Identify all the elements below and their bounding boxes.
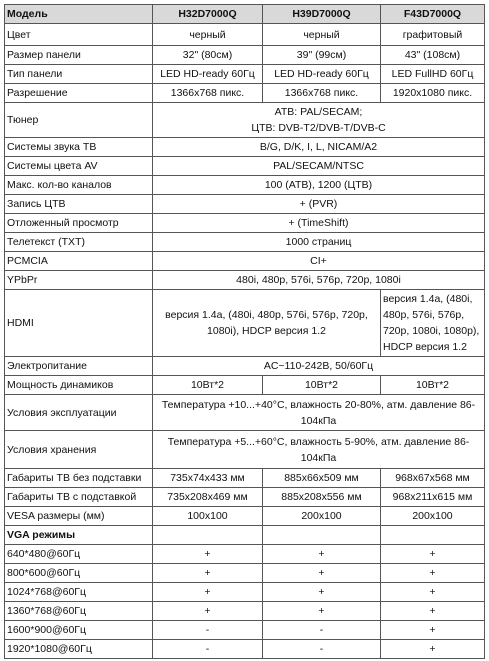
- vga-support-value: +: [381, 602, 485, 621]
- table-row: [5, 84, 485, 103]
- vga-support-value: +: [153, 583, 263, 602]
- row-value-merged: 100 (АТВ), 1200 (ЦТВ): [153, 176, 485, 195]
- table-row: [5, 24, 485, 46]
- vga-mode-label: 1920*1080@60Гц: [5, 640, 153, 659]
- row-value: 885x208x556 мм: [263, 488, 381, 507]
- header-h32: H32D7000Q: [153, 5, 263, 24]
- vga-support-value: +: [153, 564, 263, 583]
- table-row: [5, 103, 485, 138]
- row-label: Габариты ТВ с подставкой: [5, 488, 153, 507]
- vga-support-value: +: [263, 564, 381, 583]
- vga-row: [5, 564, 485, 583]
- row-value-merged: Температура +5...+60°C, влажность 5-90%, атм. давление 86-104кПа: [153, 431, 485, 469]
- vga-section-title: VGA режимы: [5, 526, 153, 545]
- row-value: 43" (108см): [381, 46, 485, 65]
- row-value: LED HD-ready 60Гц: [263, 65, 381, 84]
- vga-section-row: [5, 526, 485, 545]
- row-value: графитовый: [381, 24, 485, 46]
- row-value-merged: Температура +10...+40°C, влажность 20-80%, атм. давление 86-104кПа: [153, 395, 485, 431]
- row-value-merged: + (PVR): [153, 195, 485, 214]
- header-h39: H39D7000Q: [263, 5, 381, 24]
- vga-support-value: +: [381, 583, 485, 602]
- table-row: [5, 214, 485, 233]
- row-label: Разрешение: [5, 84, 153, 103]
- vga-support-value: +: [381, 545, 485, 564]
- row-value: 735x208x469 мм: [153, 488, 263, 507]
- row-label: PCMCIA: [5, 252, 153, 271]
- table-row: [5, 233, 485, 252]
- table-row: [5, 271, 485, 290]
- table-row: [5, 488, 485, 507]
- empty-cell: [263, 526, 381, 545]
- row-label: Тюнер: [5, 103, 153, 138]
- table-row: [5, 357, 485, 376]
- row-label: Телетекст (TXT): [5, 233, 153, 252]
- empty-cell: [153, 526, 263, 545]
- empty-cell: [381, 526, 485, 545]
- table-row: [5, 157, 485, 176]
- row-label: Системы звука ТВ: [5, 138, 153, 157]
- vga-support-value: -: [153, 621, 263, 640]
- vga-row: [5, 621, 485, 640]
- row-value-merged: 480i, 480p, 576i, 576p, 720p, 1080i: [153, 271, 485, 290]
- row-label: HDMI: [5, 290, 153, 357]
- row-value: 1366x768 пикс.: [153, 84, 263, 103]
- vga-mode-label: 800*600@60Гц: [5, 564, 153, 583]
- row-label: Системы цвета AV: [5, 157, 153, 176]
- vga-row: [5, 545, 485, 564]
- table-row: [5, 507, 485, 526]
- row-value: версия 1.4a, (480i, 480p, 576i, 576p, 720p, 1080i, 1080p), HDCP версия 1.2: [381, 290, 485, 357]
- row-value-merged: АТВ: PAL/SECAM; ЦТВ: DVB-T2/DVB-T/DVB-C: [153, 103, 485, 138]
- row-value: LED FullHD 60Гц: [381, 65, 485, 84]
- row-value: черный: [153, 24, 263, 46]
- row-value-merged: CI+: [153, 252, 485, 271]
- row-value: 200x100: [381, 507, 485, 526]
- row-value-merged: + (TimeShift): [153, 214, 485, 233]
- row-value: 200x100: [263, 507, 381, 526]
- vga-support-value: +: [263, 602, 381, 621]
- table-row: [5, 195, 485, 214]
- vga-support-value: +: [381, 564, 485, 583]
- table-row: [5, 376, 485, 395]
- row-label: Мощность динамиков: [5, 376, 153, 395]
- vga-mode-label: 1360*768@60Гц: [5, 602, 153, 621]
- table-row: [5, 138, 485, 157]
- header-row: [5, 5, 485, 24]
- row-label: Цвет: [5, 24, 153, 46]
- row-value: 39" (99см): [263, 46, 381, 65]
- header-f43: F43D7000Q: [381, 5, 485, 24]
- vga-support-value: +: [153, 545, 263, 564]
- row-value-merged: AC~110-242В, 50/60Гц: [153, 357, 485, 376]
- table-row: [5, 290, 485, 357]
- vga-mode-label: 1024*768@60Гц: [5, 583, 153, 602]
- row-value: 10Вт*2: [263, 376, 381, 395]
- row-label: Электропитание: [5, 357, 153, 376]
- vga-row: [5, 640, 485, 659]
- row-value: 1366x768 пикс.: [263, 84, 381, 103]
- row-value-merged: PAL/SECAM/NTSC: [153, 157, 485, 176]
- row-value: LED HD-ready 60Гц: [153, 65, 263, 84]
- vga-support-value: +: [263, 545, 381, 564]
- row-value: 1920x1080 пикс.: [381, 84, 485, 103]
- table-row: [5, 65, 485, 84]
- table-row: [5, 252, 485, 271]
- row-value: 32" (80см): [153, 46, 263, 65]
- vga-mode-label: 640*480@60Гц: [5, 545, 153, 564]
- table-row: [5, 395, 485, 431]
- row-label: Отложенный просмотр: [5, 214, 153, 233]
- row-value: 968x67x568 мм: [381, 469, 485, 488]
- row-value: 100x100: [153, 507, 263, 526]
- vga-support-value: -: [153, 640, 263, 659]
- table-row: [5, 469, 485, 488]
- vga-support-value: -: [263, 621, 381, 640]
- spec-table: [4, 4, 485, 659]
- table-row: [5, 431, 485, 469]
- row-value: 10Вт*2: [153, 376, 263, 395]
- row-value: 885x66x509 мм: [263, 469, 381, 488]
- row-value: черный: [263, 24, 381, 46]
- row-label: Габариты ТВ без подставки: [5, 469, 153, 488]
- row-value: 10Вт*2: [381, 376, 485, 395]
- vga-support-value: +: [381, 621, 485, 640]
- row-label: Тип панели: [5, 65, 153, 84]
- row-value: 735x74x433 мм: [153, 469, 263, 488]
- row-label: Условия эксплуатации: [5, 395, 153, 431]
- row-label: YPbPr: [5, 271, 153, 290]
- table-row: [5, 46, 485, 65]
- row-value-merged: 1000 страниц: [153, 233, 485, 252]
- vga-mode-label: 1600*900@60Гц: [5, 621, 153, 640]
- vga-support-value: +: [263, 583, 381, 602]
- row-value: 968x211x615 мм: [381, 488, 485, 507]
- row-label: Макс. кол-во каналов: [5, 176, 153, 195]
- vga-support-value: -: [263, 640, 381, 659]
- row-label: Запись ЦТВ: [5, 195, 153, 214]
- row-value-merged: версия 1.4a, (480i, 480p, 576i, 576p, 720p, 1080i), HDCP версия 1.2: [153, 290, 381, 357]
- row-label: Размер панели: [5, 46, 153, 65]
- row-label: VESA размеры (мм): [5, 507, 153, 526]
- vga-support-value: +: [381, 640, 485, 659]
- row-value-merged: B/G, D/K, I, L, NICAM/A2: [153, 138, 485, 157]
- header-model: Модель: [5, 5, 153, 24]
- row-label: Условия хранения: [5, 431, 153, 469]
- vga-support-value: +: [153, 602, 263, 621]
- table-row: [5, 176, 485, 195]
- vga-row: [5, 583, 485, 602]
- vga-row: [5, 602, 485, 621]
